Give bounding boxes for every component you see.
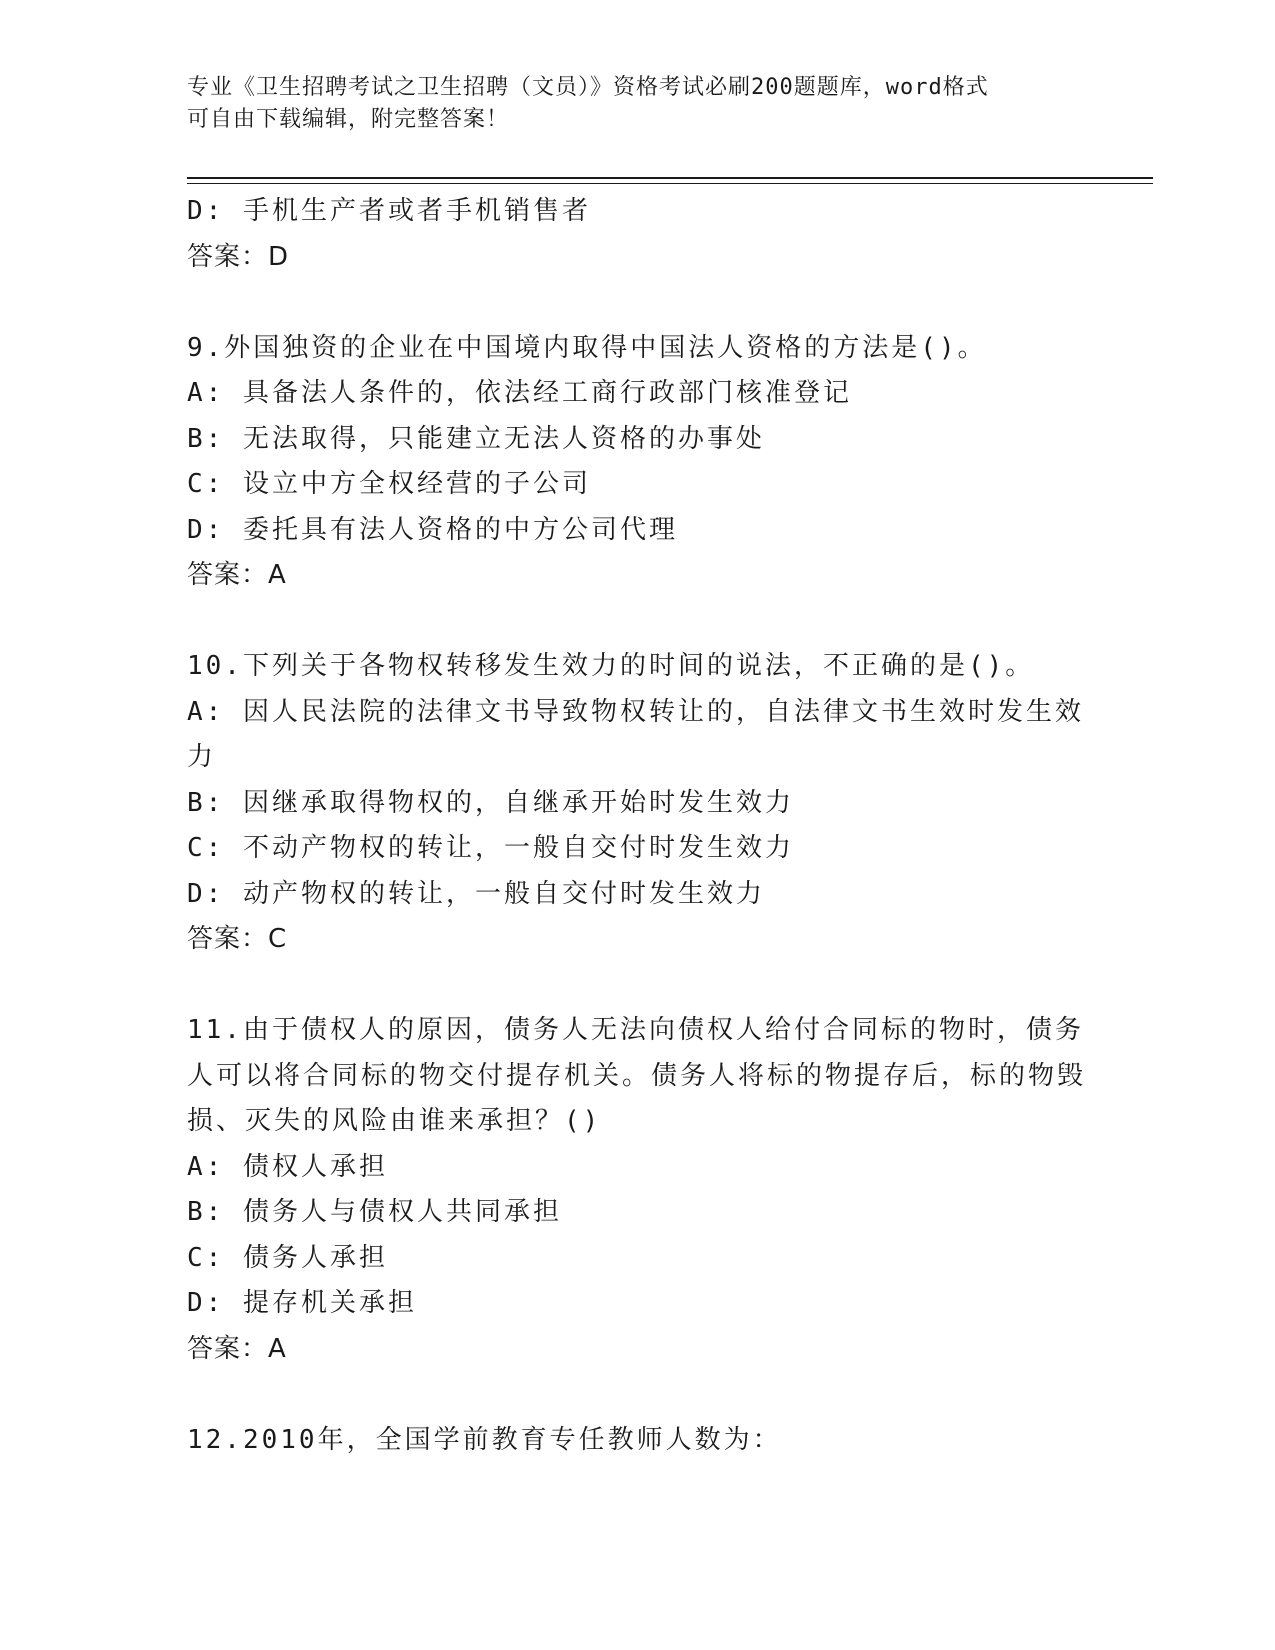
document-header <box>187 72 1087 136</box>
question-stem: 11.由于债权人的原因，债务人无法向债权人给付合同标的物时，债务人可以将合同标的物交付提存机关。债务人将标的物提存后，标的物毁损、灭失的风险由谁来承担？() <box>187 1015 1087 1136</box>
option-c: C: 债务人承担 <box>187 1242 388 1273</box>
previous-question-tail <box>187 189 1087 280</box>
option-d: D: 手机生产者或者手机销售者 <box>187 196 591 226</box>
answer: 答案：D <box>187 241 290 272</box>
option-a: A: 因人民法院的法律文书导致物权转让的，自法律文书生效时发生效力 <box>187 696 1084 772</box>
question-stem: 10.下列关于各物权转移发生效力的时间的说法，不正确的是()。 <box>187 651 1035 681</box>
header-line-2: 可自由下载编辑，附完整答案！ <box>187 107 510 132</box>
option-d: D: 提存机关承担 <box>187 1288 417 1318</box>
option-d: D: 动产物权的转让，一般自交付时发生效力 <box>187 878 765 909</box>
option-d: D: 委托具有法人资格的中方公司代理 <box>187 514 678 545</box>
question-stem: 12.2010年，全国学前教育专任教师人数为： <box>187 1424 782 1455</box>
header-divider-thick <box>187 177 1153 179</box>
answer: 答案：A <box>187 560 287 590</box>
option-a: A: 债权人承担 <box>187 1151 388 1182</box>
header-line-1: 专业《卫生招聘考试之卫生招聘（文员）》资格考试必刷200题题库，word格式 <box>187 75 989 100</box>
header-divider-thin <box>187 183 1153 184</box>
question-12 <box>187 1418 1087 1464</box>
option-c: C: 设立中方全权经营的子公司 <box>187 469 591 499</box>
answer: 答案：A <box>187 1333 287 1364</box>
answer: 答案：C <box>187 924 288 954</box>
option-a: A: 具备法人条件的，依法经工商行政部门核准登记 <box>187 378 852 408</box>
option-b: B: 无法取得，只能建立无法人资格的办事处 <box>187 423 765 454</box>
question-9 <box>187 326 1087 599</box>
question-10 <box>187 644 1087 963</box>
question-stem: 9.外国独资的企业在中国境内取得中国法人资格的方法是()。 <box>187 332 987 363</box>
option-b: B: 债务人与债权人共同承担 <box>187 1197 562 1227</box>
option-b: B: 因继承取得物权的，自继承开始时发生效力 <box>187 787 794 818</box>
document-body <box>187 189 1087 1463</box>
question-11 <box>187 1008 1087 1372</box>
option-c: C: 不动产物权的转让，一般自交付时发生效力 <box>187 833 794 863</box>
